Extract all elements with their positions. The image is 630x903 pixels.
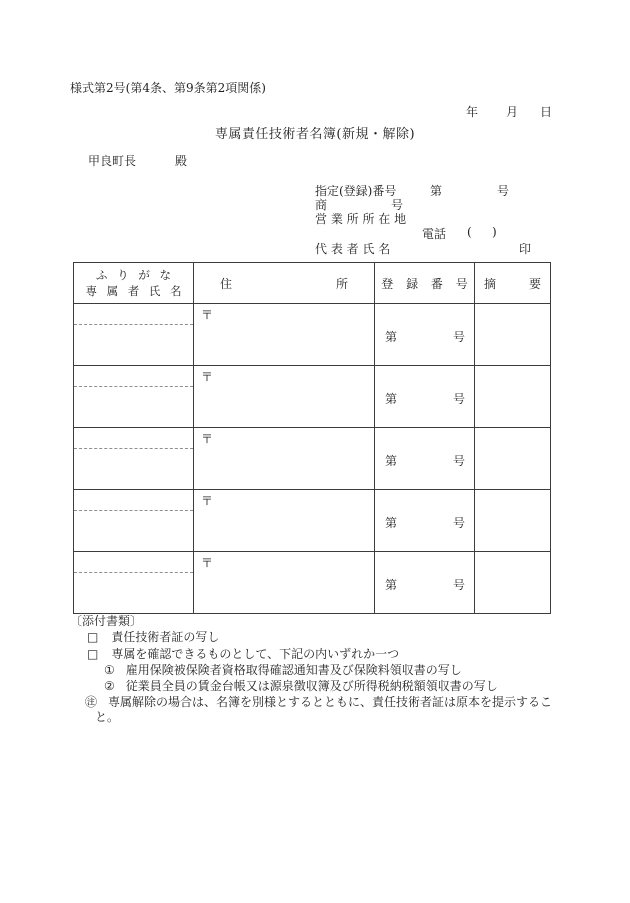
table-row [74, 427, 550, 489]
form-number: 様式第2号(第4条、第9条第2項関係) [70, 81, 266, 95]
header-person-name-label: 専 属 者 氏 名 [85, 284, 182, 298]
addressee-honorific: 殿 [175, 154, 188, 168]
designation-number-suffix: 号 [497, 184, 510, 198]
checkbox-icon: □ [87, 630, 99, 644]
phone-label: 電話 [422, 227, 447, 241]
number-prefix: 第 [385, 516, 398, 530]
table-header-row [74, 263, 550, 303]
seal-label: 印 [519, 242, 532, 256]
header-remarks-cell [475, 263, 550, 303]
header-furigana-label: ふ り が な [96, 268, 171, 282]
address-cell [194, 552, 375, 613]
attachment-item-text: 従業員全員の賃金台帳又は源泉徴収簿及び所得税納税額領収書の写し [125, 679, 498, 693]
furigana-divider-line [74, 386, 193, 387]
name-cell [74, 366, 194, 427]
address-cell [194, 490, 375, 551]
trade-name-suffix: 号 [391, 198, 404, 212]
furigana-divider-line [74, 448, 193, 449]
postal-mark: 〒 [201, 432, 214, 446]
attachment-item [87, 628, 219, 645]
number-prefix: 第 [385, 392, 398, 406]
header-address-left: 住 [220, 276, 233, 291]
note-text-line1: 専属解除の場合は、名簿を別様とするとともに、責任技術者証は原本を提示するこ [108, 695, 553, 709]
attachment-item-text: 責任技術者証の写し [111, 630, 220, 644]
header-registration-cell [375, 263, 475, 303]
header-remarks-left: 摘 [484, 276, 497, 291]
furigana-divider-line [74, 324, 193, 325]
office-address-label: 営 業 所 所 在 地 [315, 212, 407, 226]
registration-cell [375, 552, 475, 613]
postal-mark: 〒 [201, 494, 214, 508]
furigana-divider-line [74, 572, 193, 573]
postal-mark: 〒 [201, 370, 214, 384]
registration-cell [375, 490, 475, 551]
note-line [85, 693, 552, 710]
header-remarks-right: 要 [528, 276, 541, 291]
remarks-cell [475, 552, 550, 613]
number-suffix: 号 [452, 330, 465, 344]
table-row [74, 551, 550, 613]
attachments-heading: 〔添付書類〕 [70, 614, 143, 628]
table-row [74, 365, 550, 427]
number-prefix: 第 [385, 330, 398, 344]
postal-mark: 〒 [201, 556, 214, 570]
trade-name-label: 商 [315, 198, 328, 212]
header-address-cell [194, 263, 375, 303]
registration-cell [375, 366, 475, 427]
attachment-subitem [104, 677, 498, 694]
address-cell [194, 304, 375, 365]
remarks-cell [475, 304, 550, 365]
remarks-cell [475, 428, 550, 489]
number-prefix: 第 [385, 454, 398, 468]
name-cell [74, 552, 194, 613]
attachment-item-text: 専属を確認できるものとして、下記の内いずれか一つ [111, 647, 400, 661]
name-cell [74, 304, 194, 365]
phone-paren-close: ) [492, 225, 497, 239]
remarks-cell [475, 366, 550, 427]
registration-cell [375, 304, 475, 365]
header-registration-label: 登 録 番 号 [381, 276, 468, 291]
attachment-item-text: 雇用保険被保険者資格取得確認通知書及び保険料領収書の写し [125, 663, 462, 677]
attachment-item [87, 645, 399, 662]
table-row [74, 489, 550, 551]
furigana-divider-line [74, 510, 193, 511]
address-cell [194, 366, 375, 427]
attachment-subitem [104, 661, 462, 678]
name-cell [74, 490, 194, 551]
number-suffix: 号 [452, 392, 465, 406]
representative-name-label: 代 表 者 氏 名 [315, 242, 391, 256]
designation-number-prefix: 第 [430, 184, 443, 198]
number-suffix: 号 [452, 578, 465, 592]
circled-two-icon: ② [104, 679, 115, 693]
number-suffix: 号 [452, 516, 465, 530]
date-year-label: 年 [466, 105, 479, 119]
designation-number-label: 指定(登録)番号 [315, 184, 397, 198]
number-prefix: 第 [385, 578, 398, 592]
page-title: 専属責任技術者名簿(新規・解除) [214, 127, 416, 142]
date-month-label: 月 [506, 105, 519, 119]
phone-paren-open: ( [467, 225, 472, 239]
name-cell [74, 428, 194, 489]
checkbox-icon: □ [87, 647, 99, 661]
remarks-cell [475, 490, 550, 551]
header-address-right: 所 [335, 276, 348, 291]
table-row [74, 303, 550, 365]
number-suffix: 号 [452, 454, 465, 468]
circled-one-icon: ① [104, 663, 115, 677]
registration-cell [375, 428, 475, 489]
addressee-name: 甲良町長 [88, 154, 137, 168]
engineer-roster-table [73, 262, 551, 614]
date-day-label: 日 [540, 105, 553, 119]
postal-mark: 〒 [201, 308, 214, 322]
address-cell [194, 428, 375, 489]
header-name-cell [74, 263, 194, 303]
note-text-line2: と。 [95, 710, 120, 724]
circled-note-icon: ㊟ [85, 695, 98, 709]
